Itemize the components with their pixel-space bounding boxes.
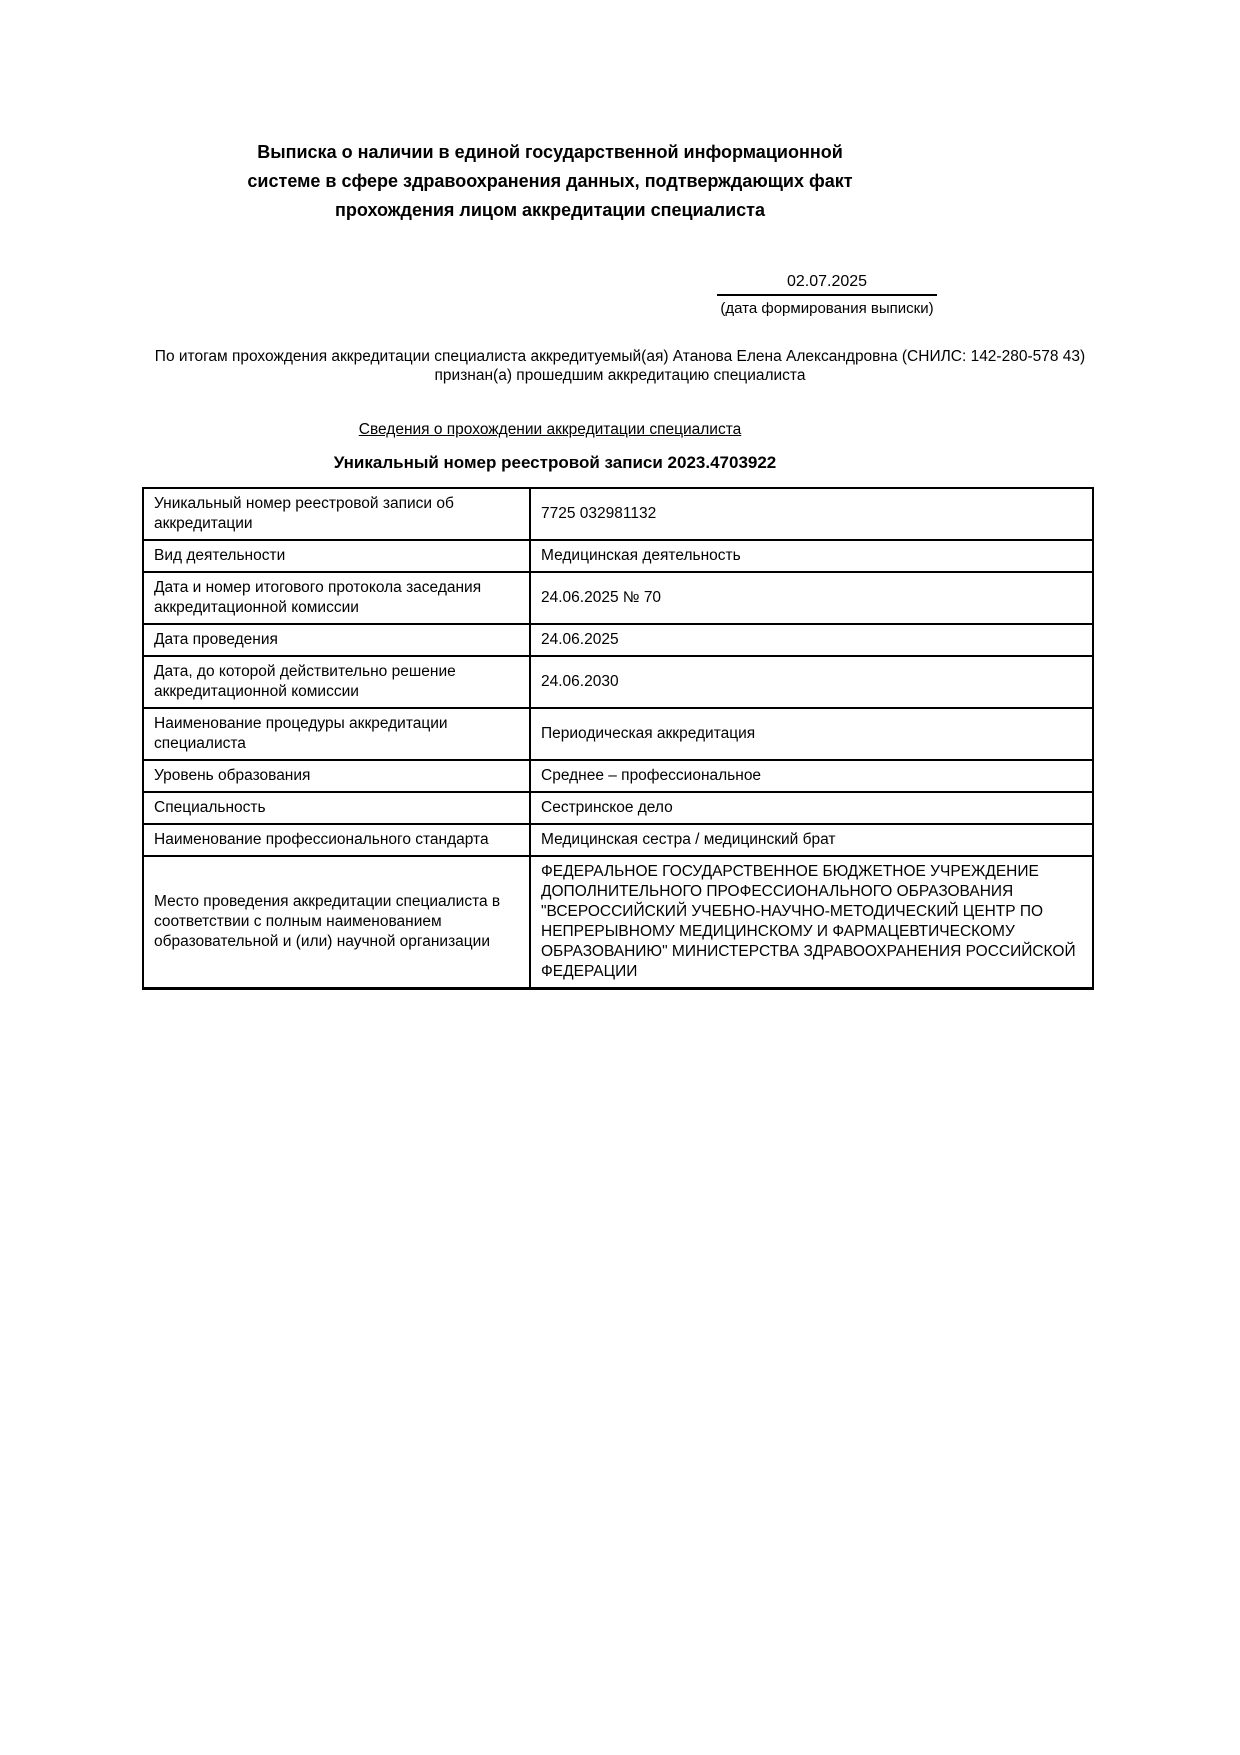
table-row	[143, 856, 1093, 989]
table-row	[143, 624, 1093, 656]
accreditation-table	[142, 487, 1094, 990]
issue-date-caption: (дата формирования выписки)	[720, 300, 934, 317]
row-value: Периодическая аккредитация	[530, 708, 1093, 760]
table-row	[143, 792, 1093, 824]
row-label: Наименование процедуры аккредитации специалиста	[143, 708, 530, 760]
row-value: Медицинская сестра / медицинский брат	[530, 824, 1093, 856]
row-value: Медицинская деятельность	[530, 540, 1093, 572]
document-title	[0, 138, 1100, 225]
row-label: Место проведения аккредитации специалиста в соответствии с полным наименованием образовательной и (или) научной организации	[143, 856, 530, 989]
issue-date-block	[0, 273, 1240, 317]
row-label: Специальность	[143, 792, 530, 824]
row-value: Среднее – профессиональное	[530, 760, 1093, 792]
intro-paragraph: По итогам прохождения аккредитации специалиста аккредитуемый(ая) Атанова Елена Александровна (СНИЛС: 142-280-578 43) признан(а) прошедшим аккредитацию специалиста	[154, 348, 1086, 384]
row-label: Уровень образования	[143, 760, 530, 792]
row-value: 24.06.2025 № 70	[530, 572, 1093, 624]
document-title-line: системе в сфере здравоохранения данных, подтверждающих факт	[247, 171, 853, 191]
table-row	[143, 488, 1093, 540]
table-row	[143, 760, 1093, 792]
row-label: Дата и номер итогового протокола заседания аккредитационной комиссии	[143, 572, 530, 624]
row-label: Уникальный номер реестровой записи об аккредитации	[143, 488, 530, 540]
table-row	[143, 656, 1093, 708]
row-value: ФЕДЕРАЛЬНОЕ ГОСУДАРСТВЕННОЕ БЮДЖЕТНОЕ УЧРЕЖДЕНИЕ ДОПОЛНИТЕЛЬНОГО ПРОФЕССИОНАЛЬНОГО ОБРАЗОВАНИЯ "ВСЕРОССИЙСКИЙ УЧЕБНО-НАУЧНО-МЕТОДИЧЕСКИЙ ЦЕНТР ПО НЕПРЕРЫВНОМУ МЕДИЦИНСКОМУ И ФАРМАЦЕВТИЧЕСКОМУ ОБРАЗОВАНИЮ" МИНИСТЕРСТВА ЗДРАВООХРАНЕНИЯ РОССИЙСКОЙ ФЕДЕРАЦИИ	[530, 856, 1093, 989]
registry-number-subheading: Уникальный номер реестровой записи 2023.4703922	[333, 453, 777, 472]
row-label: Вид деятельности	[143, 540, 530, 572]
row-label: Дата проведения	[143, 624, 530, 656]
document-title-line: Выписка о наличии в единой государственной информационной	[257, 142, 843, 162]
issue-date: 02.07.2025	[717, 273, 937, 296]
issue-date-inner	[717, 273, 937, 317]
row-value: 7725 032981132	[530, 488, 1093, 540]
table-row	[143, 572, 1093, 624]
section-heading: Сведения о прохождении аккредитации специалиста	[358, 421, 742, 438]
table-row	[143, 824, 1093, 856]
table-row	[143, 708, 1093, 760]
row-label: Наименование профессионального стандарта	[143, 824, 530, 856]
row-value: Сестринское дело	[530, 792, 1093, 824]
row-value: 24.06.2025	[530, 624, 1093, 656]
row-value: 24.06.2030	[530, 656, 1093, 708]
table-row	[143, 540, 1093, 572]
document-title-line: прохождения лицом аккредитации специалиста	[335, 200, 765, 220]
row-label: Дата, до которой действительно решение аккредитационной комиссии	[143, 656, 530, 708]
